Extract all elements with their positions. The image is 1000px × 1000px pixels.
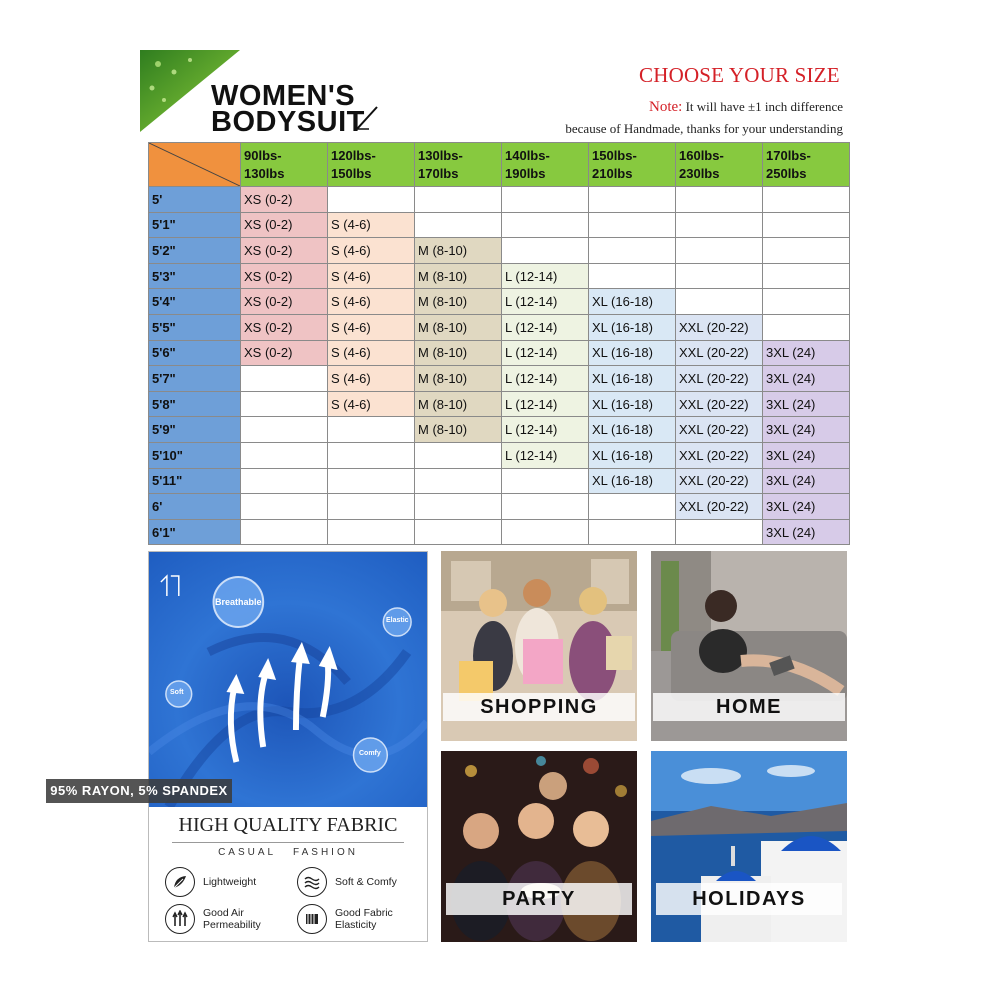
weight-header: [241, 143, 328, 187]
shopping-photo: [441, 551, 637, 741]
weight-header: [763, 143, 850, 187]
size-cell: [589, 238, 676, 264]
size-row: [149, 442, 850, 468]
weight-label: 130lbs-: [418, 147, 463, 163]
size-cell: XS (0-2): [241, 289, 328, 315]
size-chart-table: [148, 142, 850, 545]
height-cell: 5'8": [149, 391, 241, 417]
feather-icon: [165, 867, 195, 897]
size-cell: [589, 494, 676, 520]
occasion-label: SHOPPING: [443, 693, 635, 721]
size-cell: XXL (20-22): [676, 494, 763, 520]
bubble-label: Comfy: [359, 750, 381, 757]
size-cell: S (4-6): [328, 366, 415, 392]
height-cell: 5'6": [149, 340, 241, 366]
size-cell: [241, 494, 328, 520]
size-cell: M (8-10): [415, 391, 502, 417]
weight-label: 250lbs: [766, 165, 807, 181]
size-cell: [589, 187, 676, 213]
size-cell: [676, 212, 763, 238]
feature-label: Lightweight: [203, 876, 257, 888]
size-row: [149, 238, 850, 264]
size-row: [149, 519, 850, 545]
size-cell: S (4-6): [328, 314, 415, 340]
size-row: [149, 391, 850, 417]
size-cell: XL (16-18): [589, 340, 676, 366]
size-cell: 3XL (24): [763, 366, 850, 392]
divider: [172, 842, 404, 843]
weight-label: 120lbs-: [331, 147, 376, 163]
weight-label: 150lbs: [331, 165, 372, 181]
size-cell: 3XL (24): [763, 417, 850, 443]
occasion-label: HOME: [653, 693, 845, 721]
size-row: [149, 366, 850, 392]
feature-line: Permeability: [203, 919, 261, 931]
height-cell: 5'5": [149, 314, 241, 340]
weight-label: 150lbs-: [592, 147, 637, 163]
weight-label: 170lbs-: [766, 147, 811, 163]
feature-lightweight: [165, 867, 256, 897]
feature-soft-comfy: [297, 867, 397, 897]
feature-line: Good Air: [203, 907, 244, 919]
stretch-icon: [297, 904, 327, 934]
weight-header: [415, 143, 502, 187]
size-cell: S (4-6): [328, 340, 415, 366]
height-cell: 5'2": [149, 238, 241, 264]
casual-fashion-subtitle: CASUAL FASHION: [218, 847, 358, 858]
size-cell: [502, 468, 589, 494]
note-text: It will have ±1 inch difference: [685, 99, 843, 114]
size-cell: [328, 468, 415, 494]
size-cell: XL (16-18): [589, 289, 676, 315]
feature-label: Soft & Comfy: [335, 876, 397, 888]
height-cell: 5'1": [149, 212, 241, 238]
size-cell: M (8-10): [415, 263, 502, 289]
size-cell: S (4-6): [328, 212, 415, 238]
size-cell: XL (16-18): [589, 391, 676, 417]
size-cell: [589, 263, 676, 289]
size-cell: [415, 442, 502, 468]
party-photo: [441, 751, 637, 942]
corner-cell: [149, 143, 241, 187]
size-cell: [763, 187, 850, 213]
size-cell: 3XL (24): [763, 468, 850, 494]
size-cell: L (12-14): [502, 314, 589, 340]
size-cell: S (4-6): [328, 263, 415, 289]
size-cell: [763, 212, 850, 238]
size-cell: [241, 417, 328, 443]
size-cell: [763, 238, 850, 264]
height-cell: 5'3": [149, 263, 241, 289]
size-row: [149, 187, 850, 213]
size-cell: [415, 519, 502, 545]
weight-header: [589, 143, 676, 187]
size-cell: XXL (20-22): [676, 442, 763, 468]
size-cell: [676, 289, 763, 315]
weight-label: 190lbs: [505, 165, 546, 181]
choose-size-title: CHOOSE YOUR SIZE: [639, 63, 840, 87]
size-cell: [241, 442, 328, 468]
size-cell: [676, 263, 763, 289]
air-arrows-icon: [165, 904, 195, 934]
size-cell: L (12-14): [502, 417, 589, 443]
size-row: [149, 212, 850, 238]
size-cell: L (12-14): [502, 442, 589, 468]
size-cell: XXL (20-22): [676, 417, 763, 443]
occasion-label: PARTY: [446, 883, 632, 915]
size-cell: M (8-10): [415, 340, 502, 366]
size-cell: L (12-14): [502, 366, 589, 392]
size-cell: XXL (20-22): [676, 468, 763, 494]
size-cell: [763, 289, 850, 315]
home-photo: [651, 551, 847, 741]
size-cell: M (8-10): [415, 417, 502, 443]
size-cell: [241, 391, 328, 417]
size-cell: XS (0-2): [241, 340, 328, 366]
weight-header: [502, 143, 589, 187]
size-cell: L (12-14): [502, 289, 589, 315]
weight-label: 90lbs-: [244, 147, 282, 163]
feature-elasticity: [297, 904, 393, 934]
slash-mark-icon: [355, 105, 379, 131]
size-cell: [241, 468, 328, 494]
size-cell: L (12-14): [502, 340, 589, 366]
feature-line: Elasticity: [335, 919, 377, 931]
size-cell: 3XL (24): [763, 391, 850, 417]
holidays-photo: [651, 751, 847, 942]
weight-header-row: [149, 143, 850, 187]
fabric-swirl-image: [149, 552, 427, 807]
weight-label: 140lbs-: [505, 147, 550, 163]
size-cell: [502, 519, 589, 545]
size-cell: XL (16-18): [589, 314, 676, 340]
size-cell: [763, 263, 850, 289]
high-quality-title: HIGH QUALITY FABRIC: [178, 814, 398, 836]
height-cell: 5'4": [149, 289, 241, 315]
size-cell: XL (16-18): [589, 366, 676, 392]
height-cell: 5'9": [149, 417, 241, 443]
size-cell: S (4-6): [328, 238, 415, 264]
height-cell: 5'10": [149, 442, 241, 468]
size-cell: [328, 494, 415, 520]
bubble-label: Elastic: [386, 617, 409, 624]
size-cell: 3XL (24): [763, 442, 850, 468]
size-cell: [415, 187, 502, 213]
height-cell: 5': [149, 187, 241, 213]
size-cell: XS (0-2): [241, 238, 328, 264]
size-cell: [241, 366, 328, 392]
size-cell: XL (16-18): [589, 417, 676, 443]
size-cell: [676, 187, 763, 213]
size-cell: XS (0-2): [241, 314, 328, 340]
fabric-info-panel: [148, 551, 428, 942]
size-cell: L (12-14): [502, 391, 589, 417]
bubble-label: Soft: [170, 689, 184, 696]
size-cell: [328, 417, 415, 443]
size-cell: XXL (20-22): [676, 314, 763, 340]
note-label: Note:: [649, 99, 683, 115]
size-cell: XXL (20-22): [676, 391, 763, 417]
composition-label: 95% RAYON, 5% SPANDEX: [46, 779, 232, 803]
size-cell: [676, 519, 763, 545]
weight-label: 210lbs: [592, 165, 633, 181]
size-cell: [328, 187, 415, 213]
height-cell: 5'7": [149, 366, 241, 392]
size-cell: XL (16-18): [589, 468, 676, 494]
size-cell: 3XL (24): [763, 519, 850, 545]
size-row: [149, 494, 850, 520]
size-row: [149, 340, 850, 366]
size-cell: [502, 238, 589, 264]
brand-title-line2: BODYSUIT: [211, 106, 365, 138]
size-cell: [415, 494, 502, 520]
size-cell: S (4-6): [328, 391, 415, 417]
size-note: [649, 99, 843, 116]
bubble-label: Breathable: [215, 597, 262, 607]
size-cell: XS (0-2): [241, 263, 328, 289]
size-cell: XL (16-18): [589, 442, 676, 468]
size-cell: [241, 519, 328, 545]
size-cell: [328, 442, 415, 468]
feature-air: [165, 904, 261, 934]
feature-label: [203, 907, 261, 931]
weight-header: [328, 143, 415, 187]
weight-label: 130lbs: [244, 165, 285, 181]
size-cell: L (12-14): [502, 263, 589, 289]
size-cell: [415, 212, 502, 238]
size-row: [149, 289, 850, 315]
size-cell: 3XL (24): [763, 340, 850, 366]
size-cell: XXL (20-22): [676, 340, 763, 366]
size-note-line2: because of Handmade, thanks for your understanding: [565, 121, 843, 136]
weight-label: 160lbs-: [679, 147, 724, 163]
size-cell: M (8-10): [415, 366, 502, 392]
size-row: [149, 468, 850, 494]
feature-label: [335, 907, 393, 931]
weight-label: 170lbs: [418, 165, 459, 181]
size-cell: S (4-6): [328, 289, 415, 315]
size-cell: XS (0-2): [241, 187, 328, 213]
size-row: [149, 263, 850, 289]
size-cell: [502, 494, 589, 520]
height-cell: 5'11": [149, 468, 241, 494]
size-cell: [589, 519, 676, 545]
size-cell: [763, 314, 850, 340]
size-cell: [415, 468, 502, 494]
weight-header: [676, 143, 763, 187]
waves-icon: [297, 867, 327, 897]
occasion-label: HOLIDAYS: [656, 883, 842, 915]
height-cell: 6': [149, 494, 241, 520]
size-cell: M (8-10): [415, 289, 502, 315]
size-cell: M (8-10): [415, 238, 502, 264]
size-cell: [589, 212, 676, 238]
size-cell: [502, 212, 589, 238]
size-row: [149, 417, 850, 443]
brand-title-line1: WOMEN'S: [211, 80, 356, 112]
size-cell: M (8-10): [415, 314, 502, 340]
size-cell: [676, 238, 763, 264]
size-row: [149, 314, 850, 340]
size-cell: [328, 519, 415, 545]
feature-line: Good Fabric: [335, 907, 393, 919]
size-cell: 3XL (24): [763, 494, 850, 520]
size-cell: [502, 187, 589, 213]
size-cell: XXL (20-22): [676, 366, 763, 392]
height-cell: 6'1": [149, 519, 241, 545]
size-cell: XS (0-2): [241, 212, 328, 238]
weight-label: 230lbs: [679, 165, 720, 181]
